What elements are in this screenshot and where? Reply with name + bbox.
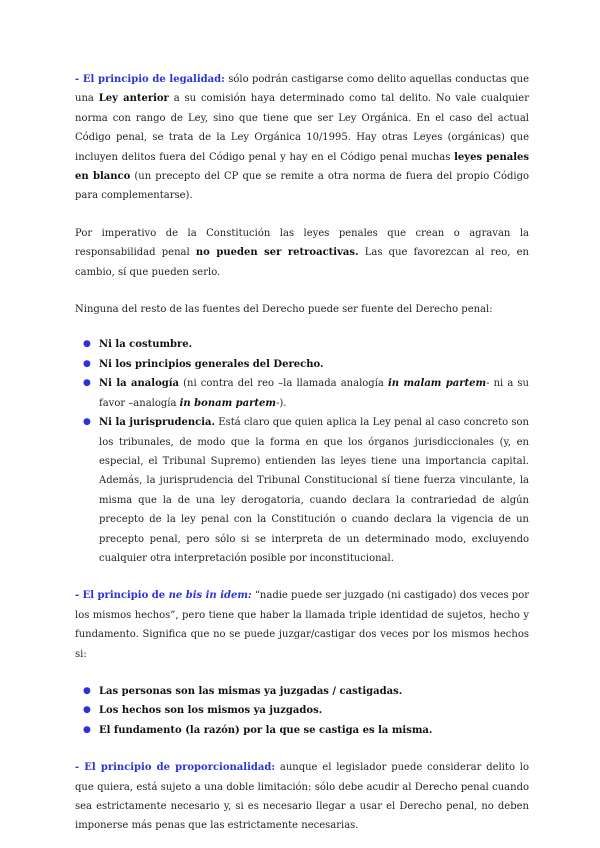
bullet-icon: ●: [83, 358, 91, 369]
principle-proportionality-heading: - El principio de proporcionalidad:: [75, 762, 276, 774]
list-item: ● Las personas son las mismas ya juzgadas / castigadas.: [99, 682, 529, 701]
bullet-icon: ●: [83, 724, 91, 735]
list-item: ● Ni la analogía (ni contra del reo –la llamada analogía in malam partem- ni a su favor –analogía in bonam partem-).: [99, 374, 529, 413]
bullet-icon: ●: [83, 705, 91, 716]
list-item: ● El fundamento (la razón) por la que se castiga es la misma.: [99, 721, 529, 740]
principle-proportionality-paragraph: - El principio de proporcionalidad: aunque el legislador puede considerar delito lo que quiera, está sujeto a una doble limitación: sólo debe acudir al Derecho penal cuando sea estrictamente necesario y, si es necesario llegar a usar el Derecho penal, no deben imponerse más penas que las estrictamente necesarias.: [75, 762, 530, 832]
bullet-icon: ●: [83, 339, 91, 350]
list-item: ● Ni los principios generales del Derecho.: [99, 355, 529, 374]
excluded-sources-list: [75, 335, 529, 568]
bullet-icon: ●: [83, 417, 91, 428]
triple-identity-list: [75, 682, 529, 740]
list-item: ● Ni la jurisprudencia. Está claro que quien aplica la Ley penal al caso concreto son los tribunales, de modo que la forma en que los órganos jurisdiccionales (y, en especial, el Tribunal Supremo) entienden las leyes tiene una importancia capital. Además, la jurisprudencia del Tribunal Constitucional sí tiene fuerza vinculante, la misma que la de una ley derogatoria, cuando declara la contrariedad de algún precepto de la ley penal con la Constitución o cuando declara la vigencia de un precepto penal, pero sólo si se interpreta de un determinado modo, excluyendo cualquier otra interpretación posible por inconstitucional.: [99, 413, 529, 568]
principle-legality-paragraph: - El principio de legalidad: sólo podrán castigarse como delito aquellas conductas que una Ley anterior a su comisión haya determinado como tal delito. No vale cualquier norma con rango de Ley, sino que tiene que ser Ley Orgánica. En el caso del actual Código penal, se trata de la Ley Orgánica 10/1995. Hay otras Leyes (orgánicas) que incluyen delitos fuera del Código penal y hay en el Código penal muchas leyes penales en blanco (un precepto del CP que se remite a otra norma de fuera del propio Código para complementarse).: [75, 74, 530, 202]
principle-ne-bis-in-idem-heading: - El principio de ne bis in idem:: [75, 590, 252, 602]
principle-legality-heading: - El principio de legalidad:: [75, 74, 225, 85]
list-item: ● Ni la costumbre.: [99, 335, 529, 354]
list-item: ● Los hechos son los mismos ya juzgados.: [99, 701, 529, 720]
bullet-icon: ●: [83, 685, 91, 696]
sources-intro-paragraph: Ninguna del resto de las fuentes del Derecho puede ser fuente del Derecho penal:: [75, 304, 493, 316]
retroactivity-paragraph: Por imperativo de la Constitución las leyes penales que crean o agravan la responsabilidad penal no pueden ser retroactivas. Las que favorezcan al reo, en cambio, sí que pueden serlo.: [75, 227, 529, 278]
principle-ne-bis-in-idem-paragraph: - El principio de ne bis in idem: “nadie puede ser juzgado (ni castigado) dos veces por los mismos hechos”, pero tiene que haber la llamada triple identidad de sujetos, hecho y fundamento. Significa que no se puede juzgar/castigar dos veces por los mismos hechos si:: [75, 590, 529, 660]
bullet-icon: ●: [83, 378, 91, 389]
document-page: [75, 70, 529, 836]
